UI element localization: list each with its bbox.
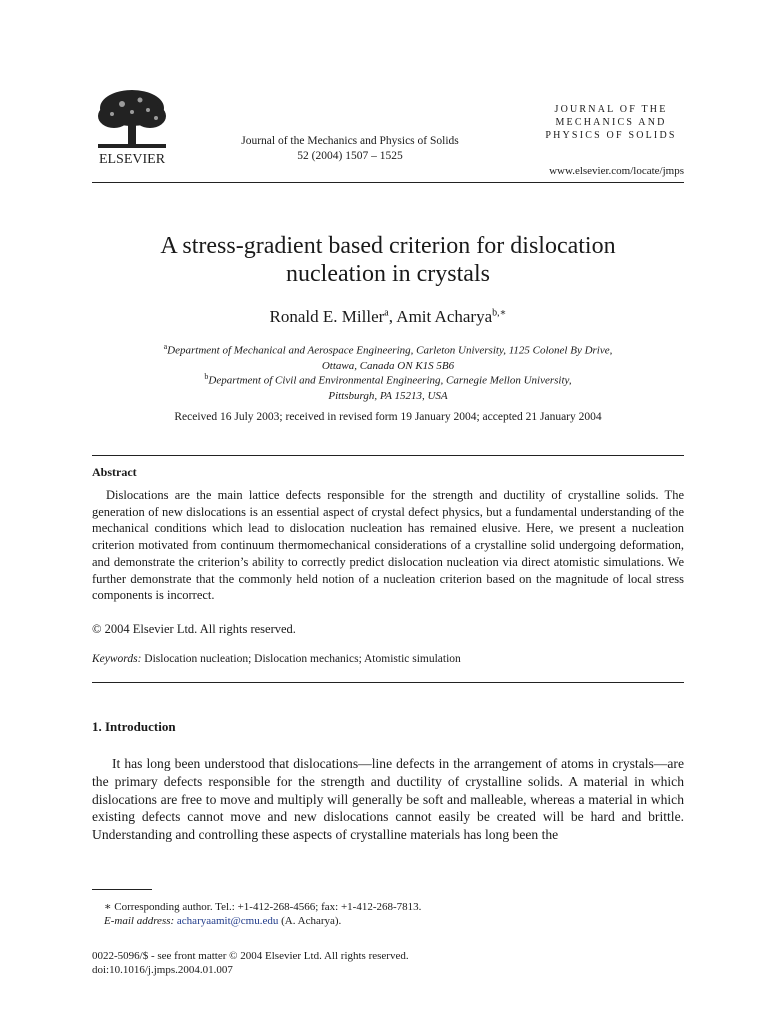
section-heading-introduction: 1. Introduction bbox=[92, 719, 176, 734]
journal-name: Journal of the Mechanics and Physics of Solids bbox=[241, 135, 459, 147]
doi-line[interactable]: doi:10.1016/j.jmps.2004.01.007 bbox=[92, 964, 233, 976]
affiliation-2-line-2: Pittsburgh, PA 15213, USA bbox=[328, 389, 448, 402]
masthead-line-1: JOURNAL OF THE bbox=[554, 104, 668, 115]
abstract-copyright: © 2004 Elsevier Ltd. All rights reserved. bbox=[92, 622, 296, 636]
affiliation-1-mark: a bbox=[163, 342, 168, 351]
keywords bbox=[92, 653, 461, 665]
header-divider bbox=[92, 182, 684, 183]
affiliation-1-line-2: Ottawa, Canada ON K1S 5B6 bbox=[321, 359, 455, 372]
keywords-label: Keywords: bbox=[92, 653, 142, 665]
publisher-wordmark: ELSEVIER bbox=[98, 152, 166, 166]
journal-masthead bbox=[520, 103, 702, 142]
elsevier-tree-icon bbox=[92, 86, 172, 166]
abstract-top-divider bbox=[92, 455, 684, 456]
masthead-line-2: MECHANICS AND bbox=[555, 117, 667, 128]
abstract-heading: Abstract bbox=[92, 465, 137, 479]
authors bbox=[92, 307, 684, 327]
abstract-bottom-divider bbox=[92, 682, 684, 683]
introduction-text: It has long been understood that dislocations—line defects in the arrangement of atoms in crystals—are the primary defects responsible for the strength and ductility of crystalline solids. A material in which dislocations are free to move and multiply will generally be soft and malleable, whereas a material in which existing defects cannot move and new dislocations cannot easily be created will be hard and brittle. Understanding and controlling these aspects of crystalline materials has long been the bbox=[92, 756, 684, 843]
masthead-line-3: PHYSICS OF SOLIDS bbox=[545, 130, 677, 141]
footnote-corresponding: ∗ Corresponding author. Tel.: +1-412-268-4566; fax: +1-412-268-7813. bbox=[104, 901, 422, 913]
journal-citation bbox=[200, 134, 500, 164]
issn-line: 0022-5096/$ - see front matter © 2004 Elsevier Ltd. All rights reserved. bbox=[92, 950, 409, 962]
email-label: E-mail address: bbox=[104, 915, 175, 927]
author-1-mark: a bbox=[384, 307, 389, 319]
elsevier-logo bbox=[92, 86, 172, 166]
author-2-mark: b,∗ bbox=[492, 307, 507, 319]
affiliation-2-line-1: Department of Civil and Environmental Engineering, Carnegie Mellon University, bbox=[208, 374, 572, 387]
email-link[interactable]: acharyaamit@cmu.edu bbox=[176, 915, 279, 927]
title-line-2: nucleation in crystals bbox=[286, 261, 490, 287]
received-dates: Received 16 July 2003; received in revised form 19 January 2004; accepted 21 January 2004 bbox=[174, 411, 602, 423]
keywords-list: Dislocation nucleation; Dislocation mechanics; Atomistic simulation bbox=[141, 653, 461, 665]
journal-url[interactable]: www.elsevier.com/locate/jmps bbox=[549, 165, 684, 177]
title-line-1: A stress-gradient based criterion for dislocation bbox=[160, 233, 616, 259]
affiliation-2 bbox=[92, 369, 684, 404]
abstract-text: Dislocations are the main lattice defects responsible for the strength and ductility of crystalline solids. The generation of new dislocations is an essential aspect of crystal defect physics, but a fundamental understanding of the mechanical conditions which lead to dislocation nucleation has remained elusive. Here, we present a nucleation criterion motivated from continuum thermomechanical considerations of a crystalline solid undergoing deformation, and demonstrate the criterion’s ability to correctly predict dislocation nucleation via direct atomistic simulations. We further demonstrate that the commonly held notion of a nucleation criterion based on the magnitude of local stress components is incorrect. bbox=[92, 488, 684, 603]
footnote-divider bbox=[92, 889, 152, 890]
journal-issue: 52 (2004) 1507 – 1525 bbox=[297, 150, 403, 162]
affiliation-1-line-1: Department of Mechanical and Aerospace Engineering, Carleton University, 1125 Colonel By Drive, bbox=[167, 344, 613, 357]
author-2: Amit Acharya bbox=[396, 307, 493, 326]
affiliation-2-mark: b bbox=[204, 372, 209, 381]
article-title bbox=[92, 232, 684, 288]
author-1: Ronald E. Miller bbox=[269, 307, 385, 326]
author-separator: , bbox=[388, 307, 397, 326]
email-suffix: (A. Acharya). bbox=[278, 915, 342, 927]
footnote-email bbox=[104, 914, 341, 928]
